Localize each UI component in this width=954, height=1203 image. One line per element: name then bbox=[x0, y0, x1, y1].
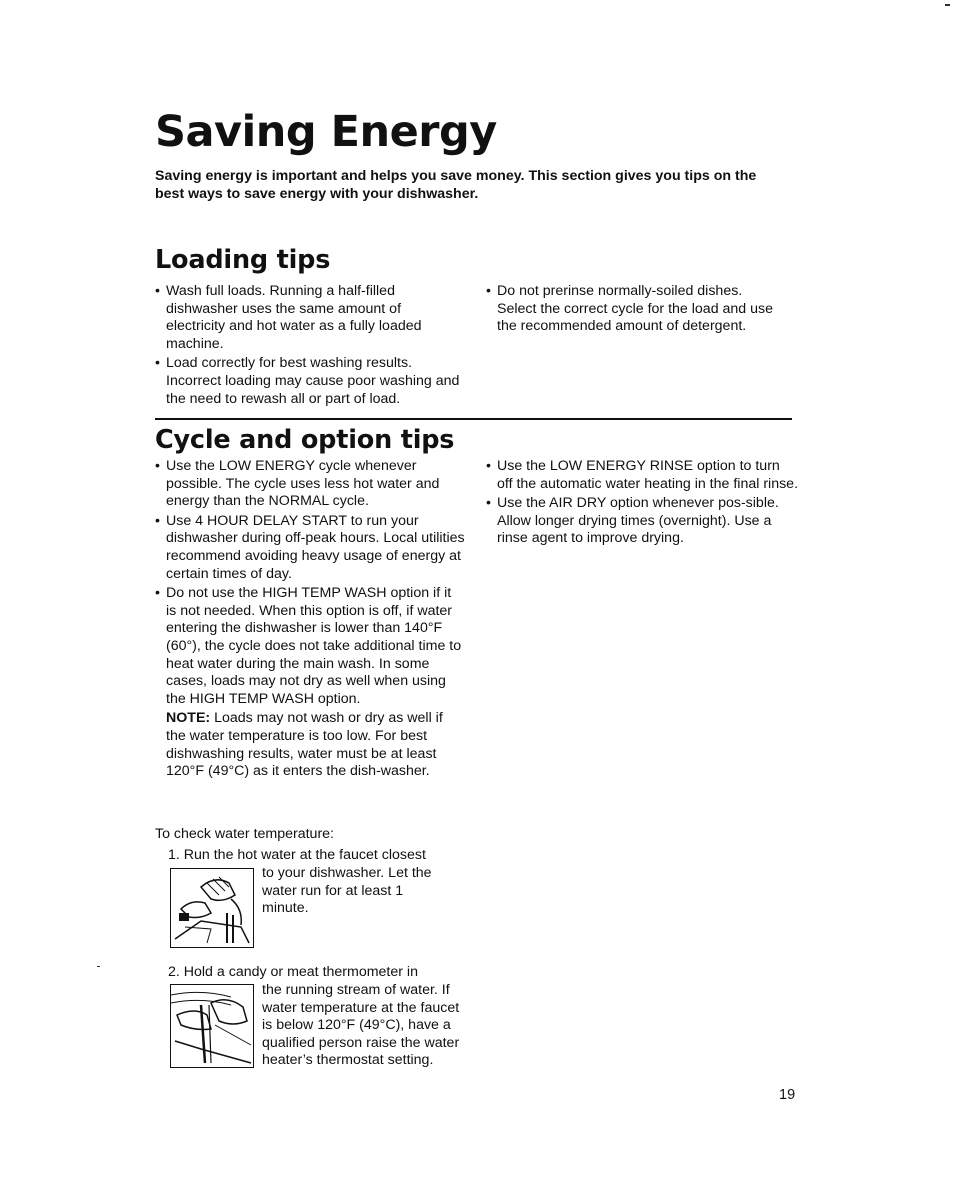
step-1-line: 1. Run the hot water at the faucet closest bbox=[168, 847, 426, 863]
check-temperature-label: To check water temperature: bbox=[155, 826, 334, 842]
loading-tips-left-column bbox=[155, 283, 460, 410]
loading-tips-right-column bbox=[486, 283, 776, 338]
thermometer-icon bbox=[171, 985, 253, 1067]
list-item: • Use the AIR DRY option whenever pos-sible. Allow longer drying times (overnight). Use a rinse agent to improve drying. bbox=[486, 495, 798, 548]
step-2-line: 2. Hold a candy or meat thermometer in bbox=[168, 964, 418, 980]
cycle-tips-left-column bbox=[155, 458, 465, 781]
list-item: • Do not prerinse normally-soiled dishes. Select the correct cycle for the load and use the recommended amount of detergent. bbox=[486, 283, 776, 336]
faucet-hands-icon bbox=[171, 869, 253, 947]
step-2-text: the running stream of water. If water temperature at the faucet is below 120°F (49°C), have a qualified person raise the water heater’s thermostat setting. bbox=[262, 982, 460, 1069]
note-label: NOTE: bbox=[166, 710, 211, 727]
list-item: • Load correctly for best washing results. Incorrect loading may cause poor washing and the need to rewash all or part of load. bbox=[155, 355, 460, 408]
list-item: • Use 4 HOUR DELAY START to run your dishwasher during off-peak hours. Local utilities recommend avoiding heavy usage of energy at certain times of day. bbox=[155, 513, 465, 583]
list-item: • Use the LOW ENERGY cycle whenever possible. The cycle uses less hot water and energy than the NORMAL cycle. bbox=[155, 458, 465, 511]
loading-tips-heading: Loading tips bbox=[155, 245, 331, 275]
faucet-hands-illustration-icon bbox=[170, 868, 254, 948]
page-title: Saving Energy bbox=[155, 107, 497, 157]
thermometer-in-water-illustration-icon bbox=[170, 984, 254, 1068]
list-item: • Do not use the HIGH TEMP WASH option if it is not needed. When this option is off, if water entering the dishwasher is lower than 140°F (60°), the cycle does not take additional time to heat water during the main wash. In some cases, loads may not dry as well when using the HIGH TEMP WASH option. bbox=[155, 585, 465, 708]
scan-mark bbox=[945, 4, 950, 6]
scan-mark bbox=[97, 966, 100, 967]
page-number: 19 bbox=[779, 1087, 796, 1103]
note-text: Loads may not wash or dry as well if the water temperature is too low. For best dishwashing results, water must be at least 120°F (49°C) as it enters the dish-washer. bbox=[166, 710, 443, 780]
section-divider bbox=[155, 418, 792, 420]
cycle-tips-right-column bbox=[486, 458, 798, 550]
cycle-tips-heading: Cycle and option tips bbox=[155, 425, 455, 455]
list-item: • Use the LOW ENERGY RINSE option to turn off the automatic water heating in the final rinse. bbox=[486, 458, 798, 493]
list-item: • Wash full loads. Running a half-filled dishwasher uses the same amount of electricity and hot water as a fully loaded machine. bbox=[155, 283, 460, 353]
intro-paragraph: Saving energy is important and helps you save money. This section gives you tips on the best ways to save energy with your dishwasher. bbox=[155, 168, 757, 202]
note-paragraph bbox=[155, 710, 465, 780]
step-1-text: to your dishwasher. Let the water run for at least 1 minute. bbox=[262, 865, 432, 917]
